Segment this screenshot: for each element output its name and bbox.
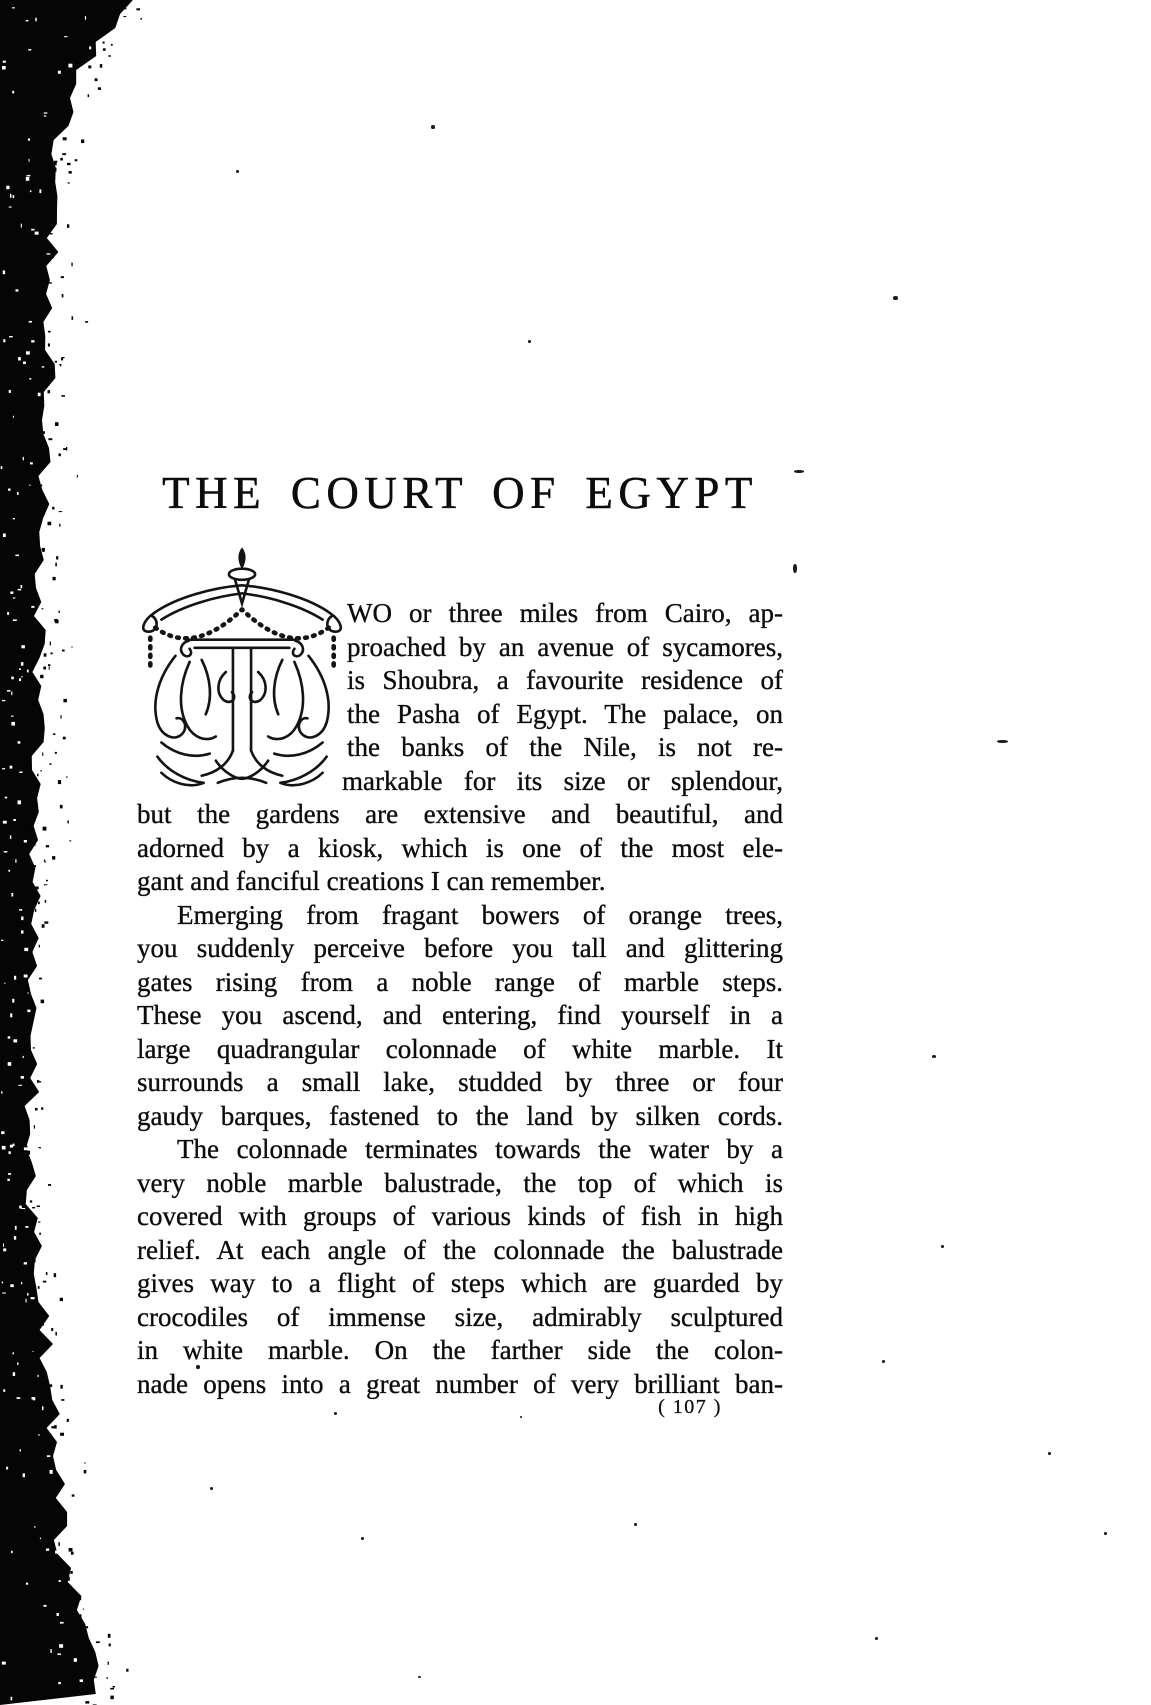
text-line: These you ascend, and entering, find yourself in a [137,1000,783,1030]
text-line: the banks of the Nile, is not re- [347,732,783,762]
text-line: WO or three miles from Cairo, ap- [347,598,783,628]
text-line: markable for its size or splendour, [342,765,783,796]
text-line: in white marble. On the farther side the colon- [137,1335,783,1365]
text-line: gates rising from a noble range of marble steps. [137,966,783,997]
text-line: but the gardens are extensive and beautiful, and [137,799,783,829]
text-line: you suddenly perceive before you tall and glittering [137,933,783,963]
text-line: gaudy barques, fastened to the land by silken cords. [137,1100,783,1131]
chapter-title: THE COURT OF EGYPT [162,468,758,518]
text-line: adorned by a kiosk, which is one of the most ele- [137,832,783,863]
text-line: surrounds a small lake, studded by three or four [137,1067,783,1097]
text-line: gant and fanciful creations I can remember. [137,866,606,896]
text-line: is Shoubra, a favourite residence of [347,665,783,695]
page-number: ( 107 ) [658,1396,722,1418]
drop-cap-ornate-initial-T-icon [131,543,353,805]
text-line: proached by an avenue of sycamores, [347,631,783,662]
text-line: very noble marble balustrade, the top of which is [137,1167,783,1198]
text-line: The colonnade terminates towards the water by a [177,1134,783,1164]
text-line: covered with groups of various kinds of fish in high [137,1201,783,1231]
text-line: gives way to a flight of steps which are guarded by [137,1268,783,1298]
text-line: relief. At each angle of the colonnade the balustrade [137,1234,783,1265]
text-line: nade opens into a great number of very brilliant ban- [137,1368,783,1399]
text-line: Emerging from fragant bowers of orange trees, [177,899,783,930]
text-line: the Pasha of Egypt. The palace, on [347,698,783,729]
text-line: large quadrangular colonnade of white marble. It [137,1033,783,1064]
text-line: crocodiles of immense size, admirably sculptured [137,1301,783,1332]
